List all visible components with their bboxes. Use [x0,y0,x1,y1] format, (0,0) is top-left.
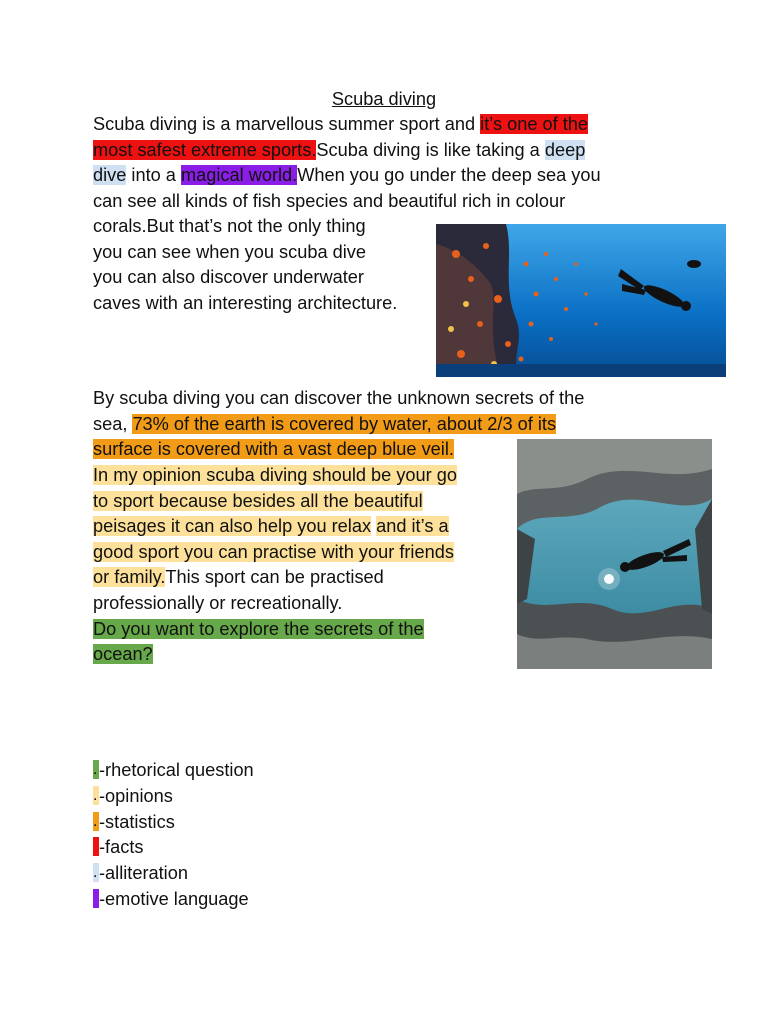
coral-reef-illustration [436,224,726,377]
text-line [93,642,518,668]
legend-label: -facts [99,837,144,858]
highlight-opinion: and it’s a [376,516,449,537]
legend-swatch: . [93,864,98,882]
text-run: sea, [93,413,133,434]
text-line [93,617,518,643]
text-line: corals.But that’s not the only thing [93,216,366,236]
legend-item-facts [93,835,254,861]
highlight-opinion: or family. [93,567,166,588]
highlight-opinion: to sport because besides all the beautiful [93,490,423,511]
cave-illustration [517,439,712,669]
text-line: professionally or recreationally. [93,592,343,613]
highlight-legend [93,758,254,913]
highlight-rhetorical-question: ocean? [93,644,153,665]
legend-item-alliteration [93,861,254,887]
text-line: you can also discover underwater [93,267,364,288]
legend-swatch: . [93,786,98,804]
text-line: can see all kinds of fish species and beautiful rich in colour [93,190,566,211]
text-run: Scuba diving is a marvellous summer sport and [93,114,481,134]
text-line: caves with an interesting architecture. [93,292,398,313]
paragraph-opinion [93,463,518,668]
text-run: into a [126,165,181,186]
highlight-statistic: 73% of the earth is covered by water, about 2/3 of its [132,413,557,434]
highlight-opinion: In my opinion scuba diving should be your go [93,465,457,485]
text-run: This sport can be practised [165,567,384,588]
text-run: When you go under the deep sea you [297,165,601,186]
text-line: you can see when you scuba dive [93,241,366,262]
title-text: Scuba diving [331,89,437,109]
text-line [93,163,673,189]
highlight-alliteration: dive [93,165,127,186]
text-line: By scuba diving you can discover the unknown secrets of the [93,388,585,408]
highlight-fact: it’s one of the [480,114,589,134]
highlight-alliteration: deep [544,139,586,160]
highlight-emotive: magical world. [180,165,298,186]
document-title [0,87,768,113]
highlight-rhetorical-question: Do you want to explore the secrets of the [93,618,424,639]
underwater-cave-diver-image [517,439,712,669]
text-line [93,463,518,489]
legend-label: -opinions [99,785,173,806]
coral-reef-diver-image [436,224,726,377]
highlight-fact: most safest extreme sports. [93,139,317,160]
highlight-opinion: good sport you can practise with your friends [93,541,454,562]
paragraph-intro [93,112,673,214]
legend-label: -rhetorical question [99,760,254,780]
highlight-opinion: peisages it can also help you relax [93,516,372,537]
highlight-statistic: surface is covered with a vast deep blue veil. [93,439,454,460]
text-run: Scuba diving is like taking a [316,139,545,160]
legend-label: -statistics [99,811,175,832]
text-line [93,565,518,591]
text-line [93,112,673,138]
text-line [93,412,673,438]
text-line [93,514,518,540]
legend-item-opinions [93,784,254,810]
legend-swatch: . [93,761,98,778]
text-line [93,540,518,566]
legend-item-emotive-language [93,887,254,913]
text-line [93,489,518,515]
legend-item-rhetorical-question [93,758,254,784]
legend-label: -alliteration [99,863,188,884]
legend-label: -emotive language [99,888,249,909]
paragraph-intro-continued [93,214,443,316]
text-line [93,138,673,164]
legend-swatch: . [93,812,98,830]
legend-item-statistics [93,810,254,836]
